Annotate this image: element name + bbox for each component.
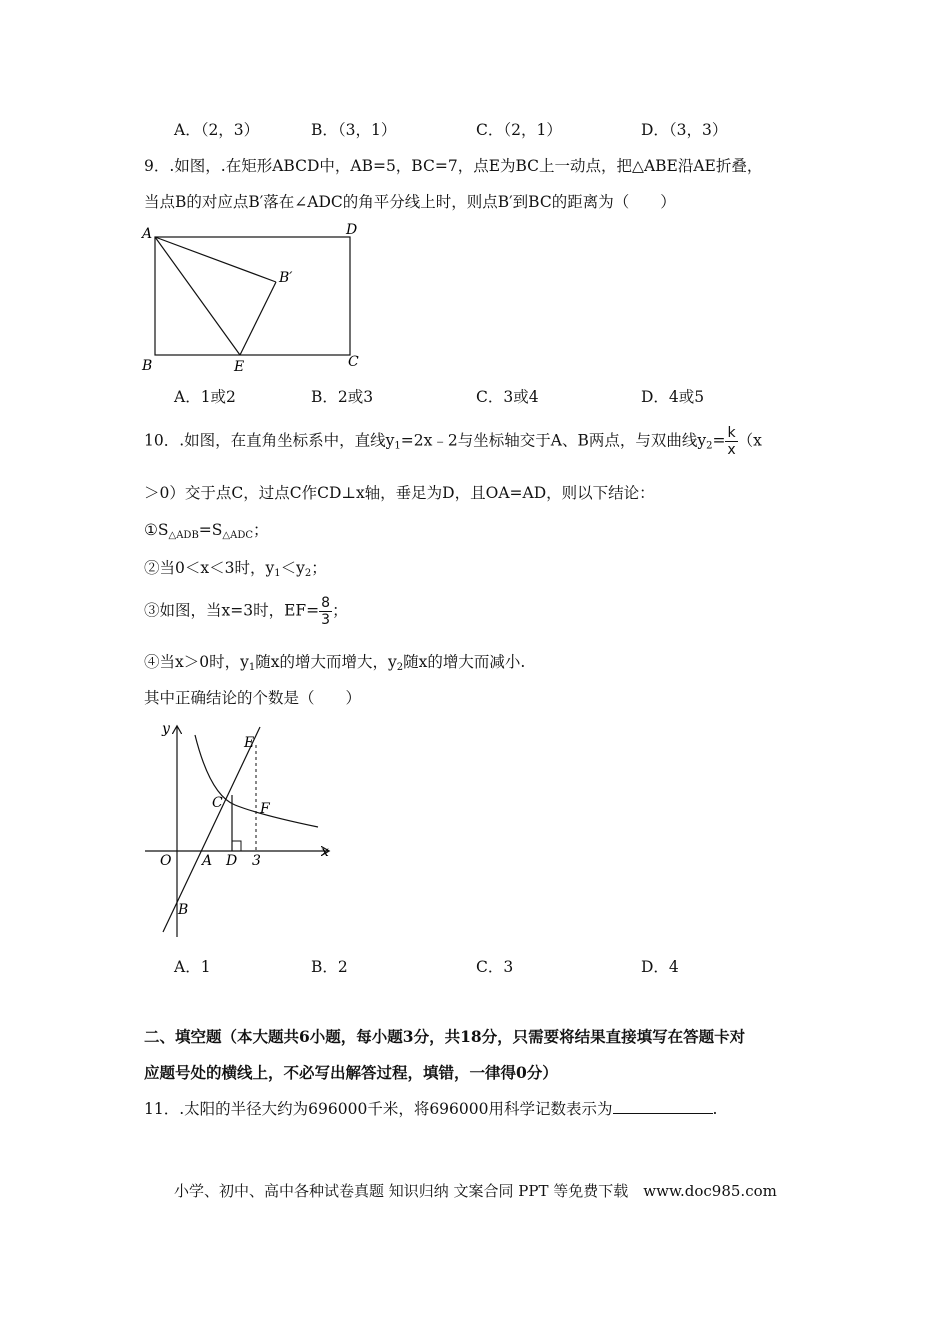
q10-options [174,955,774,977]
q10-statement-3: ③如图，当x=3时，EF= $\frac{8}{3}$ ； [144,595,348,628]
q10-label-f: F [260,801,270,817]
q10-option-a: A．1 [174,958,211,976]
q10-option-b: B．2 [311,958,348,976]
q10-label-b: B [178,902,189,918]
q9-label-d: D [346,222,358,238]
q8-option-b: B．（3，1） [311,121,397,139]
q9-segment-ab-prime [155,237,276,282]
q10-line1: 10．.如图，在直角坐标系中，直线$y_1=2x﹣2$与坐标轴交于A、B两点，与双曲线$y_2=$ $\frac{k}{x}$ （x [144,425,762,458]
q10-statement-4: ④当x＞0时，$y_1$随x的增大而增大，$y_2$随x的增大而减小. [144,653,526,673]
q9-option-d: D．4或5 [641,388,705,406]
q9-segment-b-prime-e [240,282,276,355]
q10-option-c: C．3 [476,958,514,976]
page-footer: 小学、初中、高中各种试卷真题 知识归纳 文案合同 PPT 等免费下载 www.doc985.com [174,1182,777,1200]
q9-line2: 当点B的对应点B′落在∠ADC的角平分线上时，则点B′到BC的距离为（ ） [144,193,676,211]
q10-question: 其中正确结论的个数是（ ） [144,689,362,707]
section2-heading-line2: 应题号处的横线上，不必写出解答过程，填错，一律得0分） [144,1063,558,1082]
q10-label-x: x [321,844,329,860]
q10-label-y: y [162,721,170,737]
q10-label-3: 3 [252,853,261,869]
q9-option-a: A．1或2 [174,388,236,406]
q10-label-c: C [212,795,223,811]
q9-option-c: C．3或4 [476,388,539,406]
q10-line2: ＞0）交于点C，过点C作CD⊥x轴，垂足为D，且OA=AD，则以下结论： [144,484,655,502]
q9-line1: 9．.如图，.在矩形ABCD中，AB=5，BC=7，点E为BC上一动点，把△ABE沿AE折叠， [144,157,763,175]
q10-statement-2: ②当0＜x＜3时，$y_1<y_2$； [144,559,327,579]
q8-option-c: C．（2，1） [476,121,562,139]
q10-statement-1: $①S_{\triangle ADB}=S_{\triangle ADC}$； [144,521,269,541]
q8-options [174,118,774,140]
q10-label-e: E [244,735,255,751]
q9-label-a: A [142,226,153,242]
q10-option-d: D．4 [641,958,679,976]
q9-rectangle [155,237,350,355]
section2-heading-line1: 二、填空题（本大题共6小题，每小题3分，共18分，只需要将结果直接填写在答题卡对 [144,1027,746,1046]
q10-right-angle-mark [232,841,241,851]
q10-fraction-8-over-3: $\frac{8}{3}$ [321,595,331,628]
q9-label-c: C [348,354,359,370]
q9-figure [140,220,370,375]
q9-option-b: B．2或3 [311,388,374,406]
q10-label-d: D [226,853,238,869]
q11-answer-blank [613,1099,713,1114]
q9-label-b-prime: B′ [279,270,293,286]
q10-figure [140,715,340,940]
q10-label-o: O [160,853,172,869]
q8-option-a: A．（2，3） [174,121,260,139]
q9-segment-ae [155,237,240,355]
q9-options [174,385,774,407]
q10-label-a: A [202,853,213,869]
q11-line: 11．.太阳的半径大约为696000千米，将696000用科学记数表示为 . [144,1100,718,1118]
q9-label-e: E [234,359,245,375]
q9-label-b: B [142,358,153,374]
q8-option-d: D．（3，3） [641,121,728,139]
q10-fraction-k-over-x: $\frac{k}{x}$ [727,425,736,458]
